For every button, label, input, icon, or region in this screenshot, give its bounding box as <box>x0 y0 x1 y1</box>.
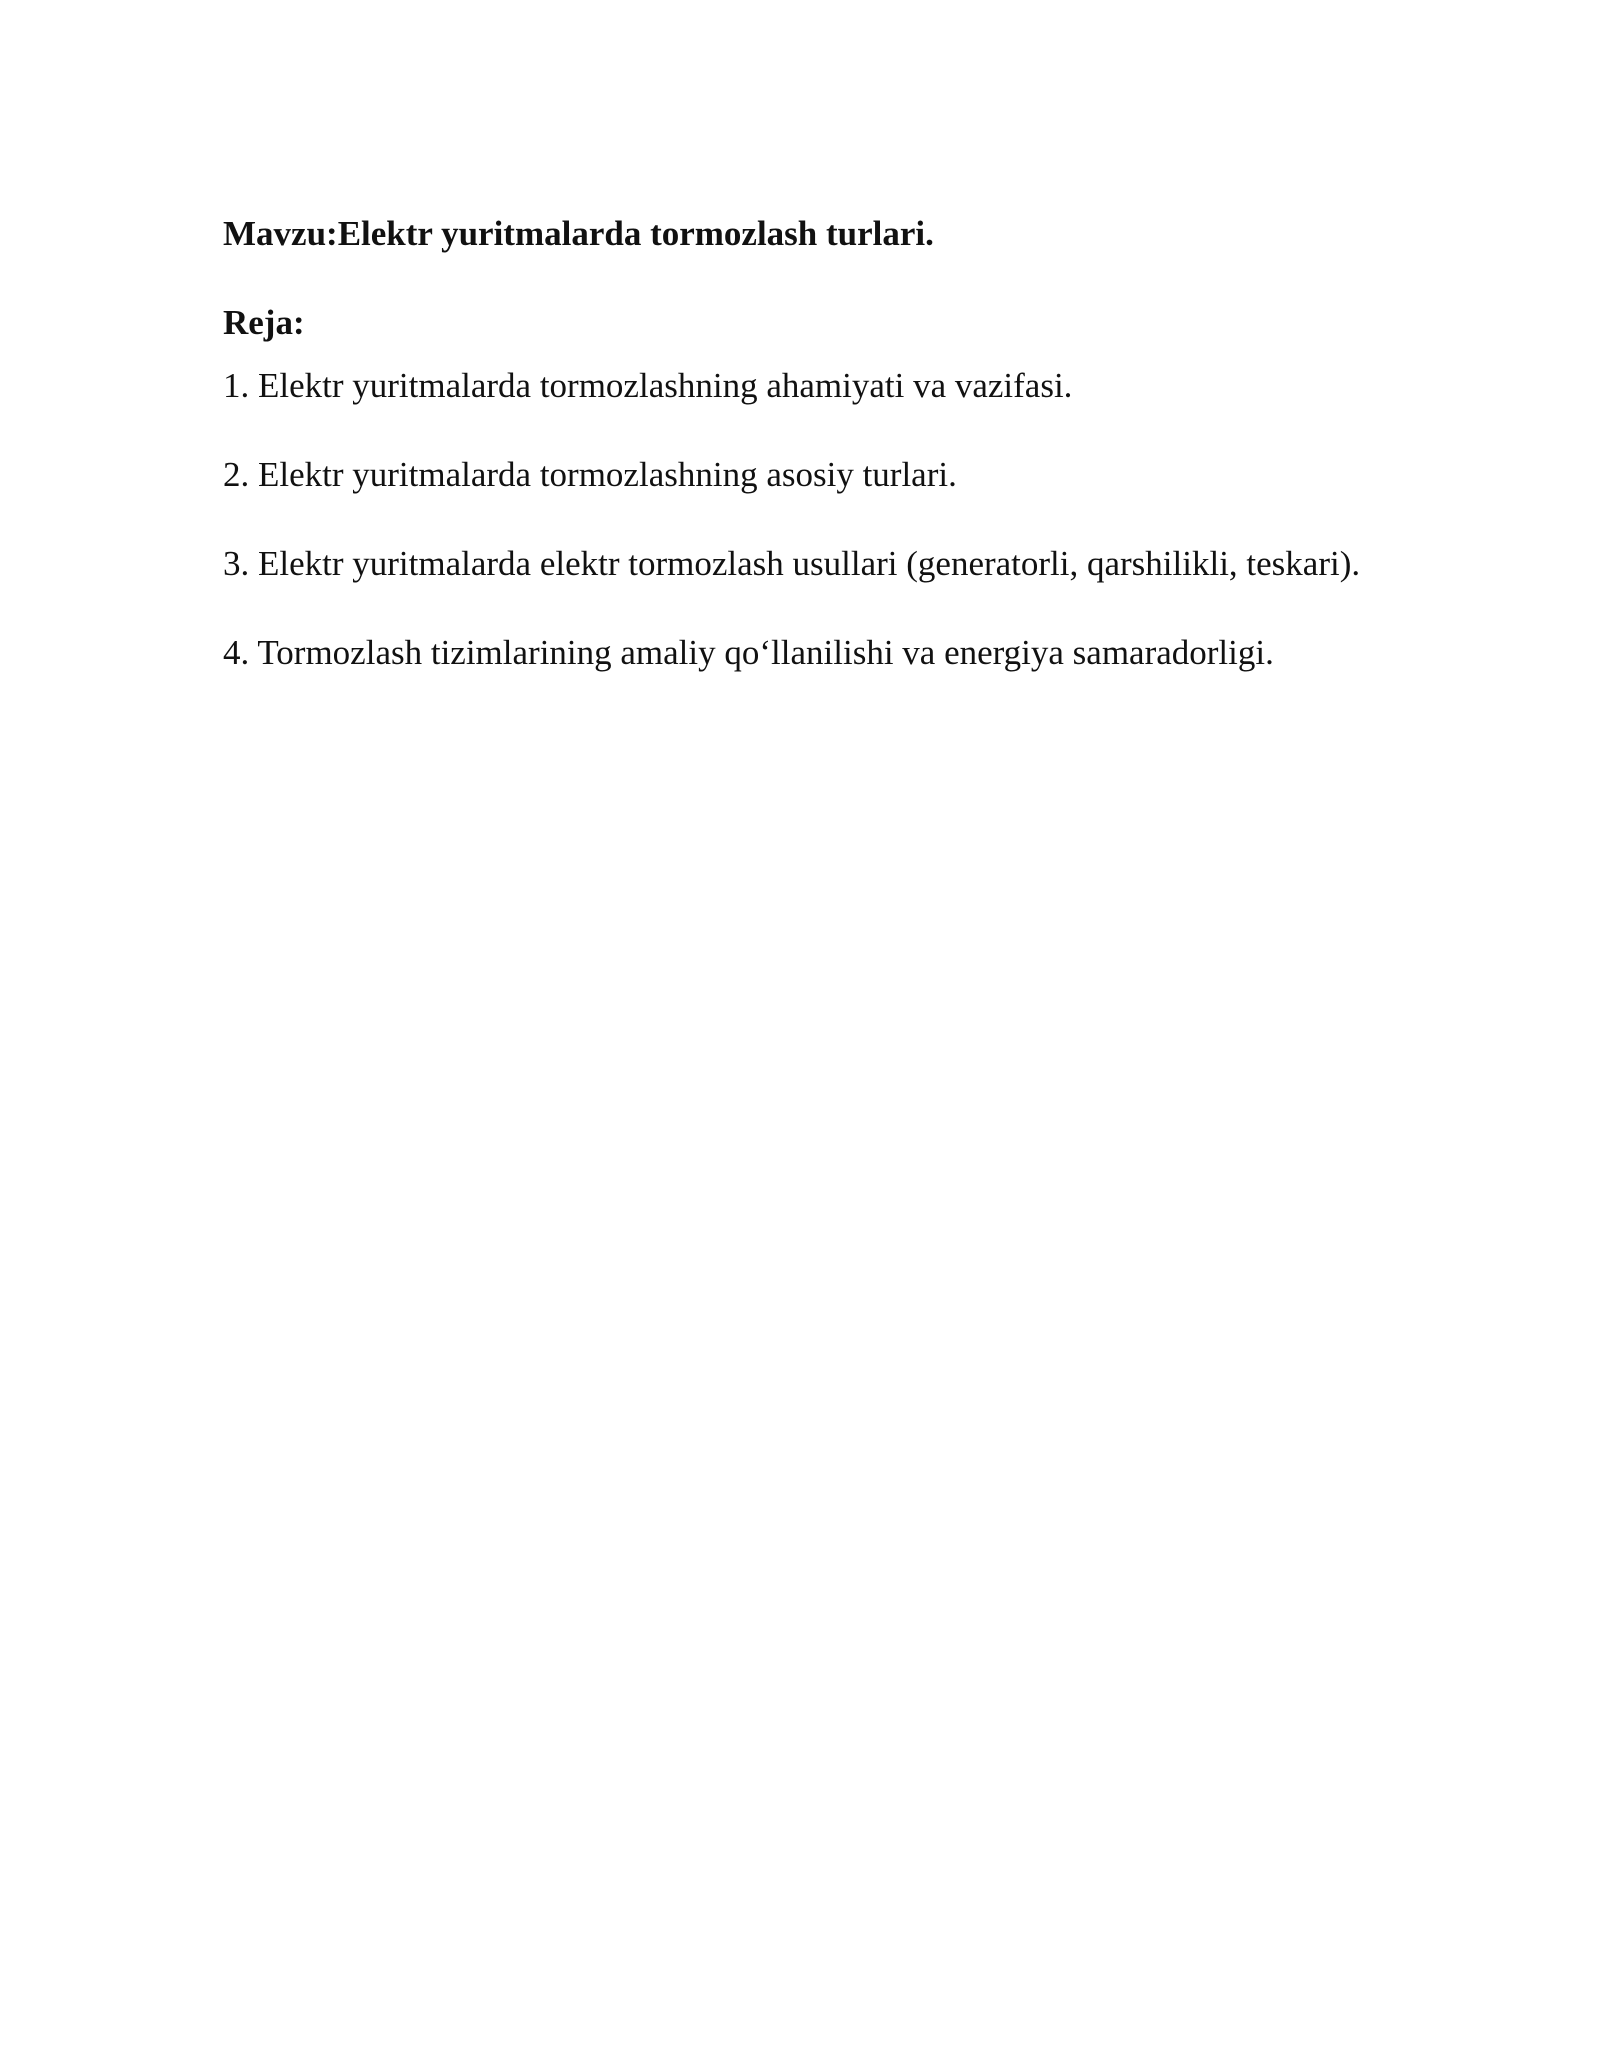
plan-heading: Reja: <box>223 303 305 342</box>
plan-item: 2. Elektr yuritmalarda tormozlashning asosiy turlari. <box>223 455 957 494</box>
plan-item: 3. Elektr yuritmalarda elektr tormozlash usullari (generatorli, qarshilikli, teskari). <box>223 544 1361 583</box>
document-title: Mavzu:Elektr yuritmalarda tormozlash turlari. <box>223 214 934 253</box>
plan-item: 4. Tormozlash tizimlarining amaliy qo‘llanilishi va energiya samaradorligi. <box>223 633 1274 672</box>
plan-item: 1. Elektr yuritmalarda tormozlashning ahamiyati va vazifasi. <box>223 366 1073 405</box>
plan-list <box>223 364 1360 720</box>
